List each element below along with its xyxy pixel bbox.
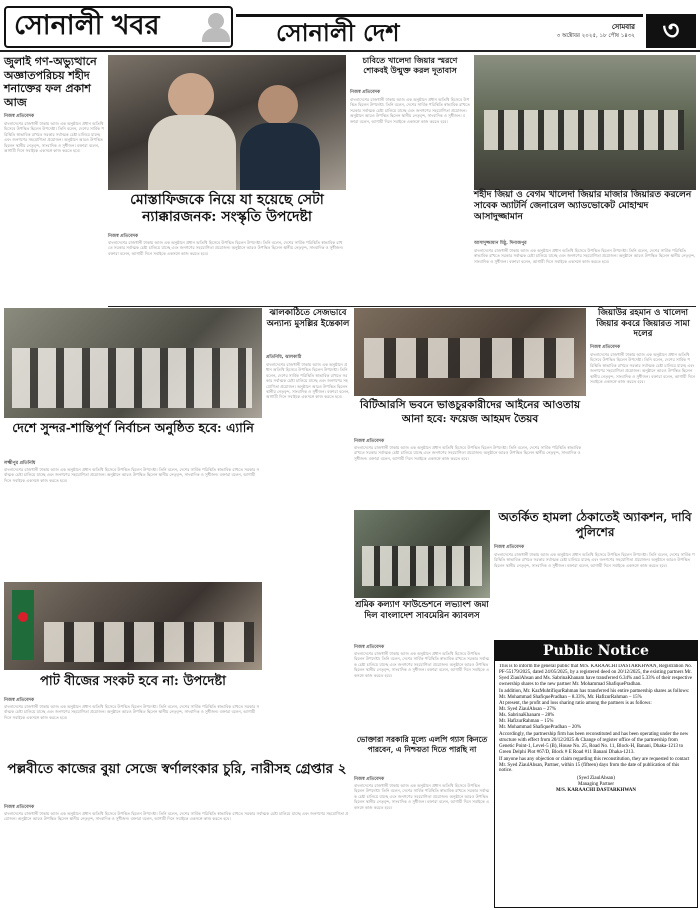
lp-gas-headline-box (354, 735, 490, 771)
notice-body: This is to inform the general public that M/S. KARAACHI DASTARKHWAN, Registration No. PF-55179/2025, dated 24/05/2025, by a registered deed on 20/12/2025, the existing partners Mr. Syed ZiaulAhsan and Ms. SabrinaKhanam have transferred 6.34% and 5.33% of their respective ownership shares to the new partner Mr. Mohammad ShafiquePradhan. (499, 664, 693, 687)
embassy-headline: চাবিতে খালেদা জিয়ার স্মরণে শোকবই উন্মুক্ত করল দূতাবাস (362, 55, 458, 75)
btrc-photo (354, 308, 586, 396)
notice-body4: Accordingly, the partnership firm has been reconstituted and has been operating under the new structure with effect from 20/12/2025 & Change of register office of the partnership from Genetic Point-1, Level-5 (B), House No. 25, Road No. 11, Block-H, Banani, Dhaka-1213 to Green Delphi Plot #67/D, Block # E Road #11 Banani Dhaka-1213. (499, 731, 689, 755)
lp-gas-headline: ভোক্তারা সরকারি মূল্যে এলপি গ্যাস কিনতে পারবেন, এ নিশ্চয়তা দিতে পারছি না (356, 735, 488, 754)
notice-content (499, 664, 693, 904)
election-body: বাংলাদেশের রাজধানী ঢাকায় আজ এক অনুষ্ঠানে প্রধান অতিথি হিসেবে উপস্থিত ছিলেন উপদেষ্টা। তিনি বলেন, দেশের সার্বিক পরিস্থিতি স্বাভাবিক রাখতে সরকার সর্বাত্মক চেষ্টা চালিয়ে যাচ্ছে এবং জনগণের সহযোগিতা প্রয়োজন। অনুষ্ঠানে আরও উপস্থিত ছিলেন স্থানীয় নেতৃবৃন্দ, সাংবাদিক ও সুধীজন। বক্তারা বলেন, আগামী দিনে সবাইকে একসঙ্গে কাজ করতে হবে। (4, 467, 260, 483)
jute-byline: নিজস্ব প্রতিবেদক (4, 698, 35, 703)
labour-byline: নিজস্ব প্রতিবেদক (354, 645, 385, 650)
masthead-rule (0, 50, 700, 52)
story-attack (494, 510, 696, 610)
july-byline: নিজস্ব প্রতিবেদক (4, 114, 35, 119)
section-band (236, 14, 643, 51)
btrc-headline-box (354, 398, 586, 434)
election-byline: লক্ষ্মীপুর প্রতিনিধি (4, 461, 36, 466)
ziaur-visit-headline-band (474, 190, 696, 236)
jute-body: বাংলাদেশের রাজধানী ঢাকায় আজ এক অনুষ্ঠানে প্রধান অতিথি হিসেবে উপস্থিত ছিলেন উপদেষ্টা। তিনি বলেন, দেশের সার্বিক পরিস্থিতি স্বাভাবিক রাখতে সরকার সর্বাত্মক চেষ্টা চালিয়ে যাচ্ছে এবং জনগণের সহযোগিতা প্রয়োজন। অনুষ্ঠানে আরও উপস্থিত ছিলেন স্থানীয় নেতৃবৃন্দ, সাংবাদিক ও সুধীজন। বক্তারা বলেন, আগামী দিনে সবাইকে একসঙ্গে কাজ করতে হবে। (4, 704, 260, 720)
mostafiz-headline: মোস্তাফিজকে নিয়ে যা হয়েছে সেটা ন্যাক্কারজনক: সংস্কৃতি উপদেষ্টা (130, 192, 324, 225)
labour-headline-box (354, 600, 490, 640)
mostafiz-body: বাংলাদেশের রাজধানী ঢাকায় আজ এক অনুষ্ঠানে প্রধান অতিথি হিসেবে উপস্থিত ছিলেন উপদেষ্টা। তিনি বলেন, দেশের সার্বিক পরিস্থিতি স্বাভাবিক রাখতে সরকার সর্বাত্মক চেষ্টা চালিয়ে যাচ্ছে এবং জনগণের সহযোগিতা প্রয়োজন। অনুষ্ঠানে আরও উপস্থিত ছিলেন স্থানীয় নেতৃবৃন্দ, সাংবাদিক ও সুধীজন। বক্তারা বলেন, আগামী দিনে সবাইকে একসঙ্গে কাজ করতে হবে। (108, 240, 344, 256)
notice-sign-firm: M/S. KARAACHI DASTARKHWAN (555, 788, 637, 794)
mostafiz-photo (108, 55, 346, 190)
pallabi-headline: পল্লবীতে কাজের বুয়া সেজে স্বর্ণালংকার চুরি, নারীসহ গ্রেপ্তার ২ (7, 761, 347, 777)
brand-logo (4, 6, 233, 48)
notice-body2: In addition, Mr. KazMuhtifiqurRahman has transferred his entire partnership shares as follows: Mr. Mohammad ShafiquePradhan – 8.33%, Mr. HafizurRahman – 15% (499, 688, 690, 700)
masthead (0, 0, 700, 48)
row-rule-1 (108, 306, 696, 307)
btrc-body: বাংলাদেশের রাজধানী ঢাকায় আজ এক অনুষ্ঠানে প্রধান অতিথি হিসেবে উপস্থিত ছিলেন উপদেষ্টা। তিনি বলেন, দেশের সার্বিক পরিস্থিতি স্বাভাবিক রাখতে সরকার সর্বাত্মক চেষ্টা চালিয়ে যাচ্ছে এবং জনগণের সহযোগিতা প্রয়োজন। অনুষ্ঠানে আরও উপস্থিত ছিলেন স্থানীয় নেতৃবৃন্দ, সাংবাদিক ও সুধীজন। বক্তারা বলেন, আগামী দিনে সবাইকে একসঙ্গে কাজ করতে হবে। (354, 445, 582, 461)
lp-gas-body: বাংলাদেশের রাজধানী ঢাকায় আজ এক অনুষ্ঠানে প্রধান অতিথি হিসেবে উপস্থিত ছিলেন উপদেষ্টা। তিনি বলেন, দেশের সার্বিক পরিস্থিতি স্বাভাবিক রাখতে সরকার সর্বাত্মক চেষ্টা চালিয়ে যাচ্ছে এবং জনগণের সহযোগিতা প্রয়োজন। অনুষ্ঠানে আরও উপস্থিত ছিলেন স্থানীয় নেতৃবৃন্দ, সাংবাদিক ও সুধীজন। বক্তারা বলেন, আগামী দিনে সবাইকে একসঙ্গে কাজ করতে হবে। (354, 783, 490, 810)
story-embassy (350, 55, 470, 305)
election-photo (4, 308, 262, 418)
page-number: ৩ (662, 16, 680, 46)
lp-gas-byline: নিজস্ব প্রতিবেদক (354, 777, 385, 782)
notice-sign-role: Managing Partner (578, 782, 614, 788)
brand-name: সোনালী খবর (14, 10, 160, 41)
page-number-box (646, 14, 696, 48)
labour-group (362, 546, 482, 586)
date-label: ৩ অক্টোবর ২০২৫, ১৮ পৌষ ১৪৩২ (556, 33, 635, 39)
section-title: সোনালী দেশ (276, 18, 400, 47)
jute-flag (12, 590, 34, 660)
mostafiz-headline-box (108, 192, 346, 228)
attack-byline: নিজস্ব প্রতিবেদক (494, 545, 525, 550)
attack-body: বাংলাদেশের রাজধানী ঢাকায় আজ এক অনুষ্ঠানে প্রধান অতিথি হিসেবে উপস্থিত ছিলেন উপদেষ্টা। তিনি বলেন, দেশের সার্বিক পরিস্থিতি স্বাভাবিক রাখতে সরকার সর্বাত্মক চেষ্টা চালিয়ে যাচ্ছে এবং জনগণের সহযোগিতা প্রয়োজন। অনুষ্ঠানে আরও উপস্থিত ছিলেন স্থানীয় নেতৃবৃন্দ, সাংবাদিক ও সুধীজন। বক্তারা বলেন, আগামী দিনে সবাইকে একসঙ্গে কাজ করতে হবে। (494, 552, 695, 568)
figure-right (258, 85, 298, 125)
embassy-body: বাংলাদেশের রাজধানী ঢাকায় আজ এক অনুষ্ঠানে প্রধান অতিথি হিসেবে উপস্থিত ছিলেন উপদেষ্টা। তিনি বলেন, দেশের সার্বিক পরিস্থিতি স্বাভাবিক রাখতে সরকার সর্বাত্মক চেষ্টা চালিয়ে যাচ্ছে এবং জনগণের সহযোগিতা প্রয়োজন। অনুষ্ঠানে আরও উপস্থিত ছিলেন স্থানীয় নেতৃবৃন্দ, সাংবাদিক ও সুধীজন। বক্তারা বলেন, আগামী দিনে সবাইকে একসঙ্গে কাজ করতে হবে। (350, 97, 470, 124)
attack-headline: অতর্কিত হামলা ঠেকাতেই অ্যাকশন, দাবি পুলিশের (498, 510, 692, 539)
ziaur-grave-byline: নিজস্ব প্রতিবেদক (590, 345, 621, 350)
jute-photo (4, 582, 262, 670)
pallabi-headline-box (4, 760, 350, 800)
public-notice (494, 640, 698, 908)
labour-photo (354, 510, 490, 598)
notice-partner-1: Ms. SabrinaKhanam – 28% (499, 713, 555, 719)
notice-partner-0: Mr. Syed ZiaulAhsan – 27% (499, 707, 557, 713)
panel-row (364, 338, 574, 378)
notice-partner-2: Mr. HafizurRahman – 15% (499, 719, 554, 725)
ziaur-visit-photo (474, 55, 696, 190)
btrc-byline: নিজস্ব প্রতিবেদক (354, 439, 385, 444)
ziaur-grave-headline: জিয়াউর রহমান ও খালেদা জিয়ার কবরে জিয়ারত সামা দলের (596, 308, 690, 339)
day-label: সোমবার (611, 23, 635, 31)
notice-sign-name: (Syed ZiaulAhsan) (577, 776, 615, 782)
election-headline: দেশে সুন্দর-শান্তিপূর্ণ নির্বাচন অনুষ্ঠিত হবে: এ্যানি (12, 420, 254, 435)
jhalkathi-byline: প্রতিনিধি, ঝালকাঠি (266, 355, 302, 360)
crowd-left (12, 348, 252, 408)
jute-flag-dot (18, 612, 28, 622)
labour-headline: শ্রমিক কল্যাণ ফাউন্ডেশনে লভ্যাংশ জমা দিল বাংলাদেশ সাবমেরিন ক্যাবলস (355, 600, 489, 621)
jute-headline-box (4, 673, 262, 695)
pallabi-body: বাংলাদেশের রাজধানী ঢাকায় আজ এক অনুষ্ঠানে প্রধান অতিথি হিসেবে উপস্থিত ছিলেন উপদেষ্টা। তিনি বলেন, দেশের সার্বিক পরিস্থিতি স্বাভাবিক রাখতে সরকার সর্বাত্মক চেষ্টা চালিয়ে যাচ্ছে এবং জনগণের সহযোগিতা প্রয়োজন। অনুষ্ঠানে আরও উপস্থিত ছিলেন স্থানীয় নেতৃবৃন্দ, সাংবাদিক ও সুধীজন। বক্তারা বলেন, আগামী দিনে সবাইকে একসঙ্গে কাজ করতে হবে। (4, 811, 349, 822)
logo-figure-icon (208, 13, 224, 29)
notice-body3: At present, the profit and loss sharing ratio among the partners is as follows: (499, 701, 652, 707)
notice-title-bar (495, 641, 697, 661)
ziaur-visit-body: বাংলাদেশের রাজধানী ঢাকায় আজ এক অনুষ্ঠানে প্রধান অতিথি হিসেবে উপস্থিত ছিলেন উপদেষ্টা। তিনি বলেন, দেশের সার্বিক পরিস্থিতি স্বাভাবিক রাখতে সরকার সর্বাত্মক চেষ্টা চালিয়ে যাচ্ছে এবং জনগণের সহযোগিতা প্রয়োজন। অনুষ্ঠানে আরও উপস্থিত ছিলেন স্থানীয় নেতৃবৃন্দ, সাংবাদিক ও সুধীজন। বক্তারা বলেন, আগামী দিনে সবাইকে একসঙ্গে কাজ করতে হবে। (474, 248, 696, 264)
crowd-row (484, 110, 684, 150)
logo-figure-body (202, 28, 230, 42)
notice-title: Public Notice (543, 643, 649, 659)
mostafiz-byline: নিজস্ব প্রতিবেদক (108, 234, 139, 239)
july-headline: জুলাই গণ-অভ্যুত্থানে অজ্ঞাতপরিচয় শহীদ শনাক্তের ফল প্রকাশ আজ (4, 55, 97, 109)
pallabi-byline: নিজস্ব প্রতিবেদক (4, 805, 35, 810)
embassy-byline: নিজস্ব প্রতিবেদক (350, 90, 381, 95)
labour-body: বাংলাদেশের রাজধানী ঢাকায় আজ এক অনুষ্ঠানে প্রধান অতিথি হিসেবে উপস্থিত ছিলেন উপদেষ্টা। তিনি বলেন, দেশের সার্বিক পরিস্থিতি স্বাভাবিক রাখতে সরকার সর্বাত্মক চেষ্টা চালিয়ে যাচ্ছে এবং জনগণের সহযোগিতা প্রয়োজন। অনুষ্ঠানে আরও উপস্থিত ছিলেন স্থানীয় নেতৃবৃন্দ, সাংবাদিক ও সুধীজন। বক্তারা বলেন, আগামী দিনে সবাইকে একসঙ্গে কাজ করতে হবে। (354, 651, 490, 678)
figure-left-body (148, 115, 236, 190)
figure-right-body (240, 123, 320, 190)
jhalkathi-headline: ঝালকাঠিতে সেজভাবে অন্যান্য মুসল্লির ইন্তেকাল (266, 308, 350, 329)
ziaur-visit-headline: শহীদ জিয়া ও বেগম খালেদা জিয়ার মাজার জিয়ারত করলেন সাবেক অ্যাটর্নি জেনারেল অ্যাডভোকেট মোহাম্মদ আসাদুজ্জামান (474, 190, 692, 222)
jhalkathi-body: বাংলাদেশের রাজধানী ঢাকায় আজ এক অনুষ্ঠানে প্রধান অতিথি হিসেবে উপস্থিত ছিলেন উপদেষ্টা। তিনি বলেন, দেশের সার্বিক পরিস্থিতি স্বাভাবিক রাখতে সরকার সর্বাত্মক চেষ্টা চালিয়ে যাচ্ছে এবং জনগণের সহযোগিতা প্রয়োজন। অনুষ্ঠানে আরও উপস্থিত ছিলেন স্থানীয় নেতৃবৃন্দ, সাংবাদিক ও সুধীজন। বক্তারা বলেন, আগামী দিনে সবাইকে একসঙ্গে কাজ করতে হবে। (266, 362, 350, 400)
notice-partner-3: Mr. Mohammad ShafiquePradhan – 20% (499, 725, 582, 731)
figure-left (168, 73, 214, 119)
election-headline-box (4, 420, 262, 454)
ziaur-grave-body: বাংলাদেশের রাজধানী ঢাকায় আজ এক অনুষ্ঠানে প্রধান অতিথি হিসেবে উপস্থিত ছিলেন উপদেষ্টা। তিনি বলেন, দেশের সার্বিক পরিস্থিতি স্বাভাবিক রাখতে সরকার সর্বাত্মক চেষ্টা চালিয়ে যাচ্ছে এবং জনগণের সহযোগিতা প্রয়োজন। অনুষ্ঠানে আরও উপস্থিত ছিলেন স্থানীয় নেতৃবৃন্দ, সাংবাদিক ও সুধীজন। বক্তারা বলেন, আগামী দিনে সবাইকে একসঙ্গে কাজ করতে হবে। (590, 352, 696, 385)
btrc-headline: বিটিআরসি ভবনে ভাঙচুরকারীদের আইনের আওতায় আনা হবে: ফয়েজ আহমদ তৈয়ব (359, 399, 581, 425)
jute-table (44, 622, 254, 662)
story-jhalkathi (266, 308, 350, 618)
jute-headline: পাট বীজের সংকট হবে না: উপদেষ্টা (40, 674, 226, 689)
july-body: বাংলাদেশের রাজধানী ঢাকায় আজ এক অনুষ্ঠানে প্রধান অতিথি হিসেবে উপস্থিত ছিলেন উপদেষ্টা। তিনি বলেন, দেশের সার্বিক পরিস্থিতি স্বাভাবিক রাখতে সরকার সর্বাত্মক চেষ্টা চালিয়ে যাচ্ছে এবং জনগণের সহযোগিতা প্রয়োজন। অনুষ্ঠানে আরও উপস্থিত ছিলেন স্থানীয় নেতৃবৃন্দ, সাংবাদিক ও সুধীজন। বক্তারা বলেন, আগামী দিনে সবাইকে একসঙ্গে কাজ করতে হবে। (4, 121, 104, 154)
notice-body5: If anyone has any objection or claim regarding this reconstitution, they are requested to contact Mr. Syed ZiaulAhsan, Partner, within 15 (fifteen) days from the date of publication of this notice. (499, 756, 690, 774)
ziaur-visit-byline: আসাদুজ্জামান মিঠু, দিনাজপুর (474, 241, 527, 246)
